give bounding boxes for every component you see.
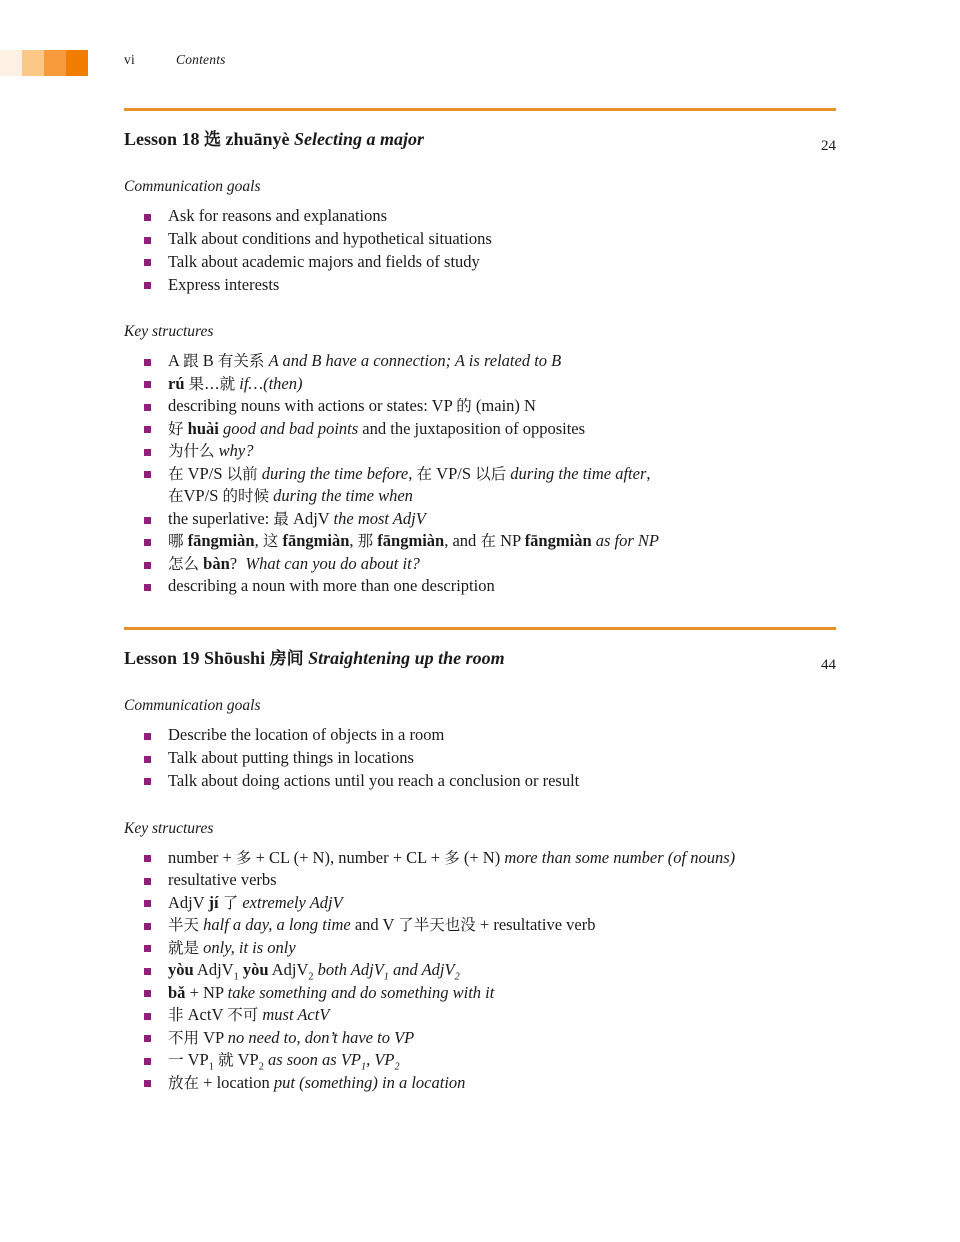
lesson-19-key-structures-label: Key structures <box>124 819 214 837</box>
lesson-18-page-number[interactable]: 24 <box>821 138 836 155</box>
color-swatch-4 <box>66 50 88 76</box>
list-item: rú 果…就 if…(then) <box>124 373 836 396</box>
lesson-19-page-number[interactable]: 44 <box>821 657 836 674</box>
contents-page-body <box>124 108 836 1094</box>
lesson-18-communication-goals-label: Communication goals <box>124 178 261 196</box>
lesson-18-key-structures-list <box>124 350 836 598</box>
list-item: Talk about conditions and hypothetical situations <box>124 228 836 251</box>
list-item: describing nouns with actions or states: VP 的 (main) N <box>124 395 836 418</box>
list-item: 非 ActV 不可 must ActV <box>124 1004 836 1027</box>
list-item: 怎么 bàn? What can you do about it? <box>124 553 836 576</box>
lesson-18-key-structures-label: Key structures <box>124 323 214 341</box>
color-swatch-1 <box>0 50 22 76</box>
section-rule <box>124 627 836 630</box>
list-item: describing a noun with more than one description <box>124 575 836 598</box>
list-item: A 跟 B 有关系 A and B have a connection; A is related to B <box>124 350 836 373</box>
list-item: Ask for reasons and explanations <box>124 205 836 228</box>
lesson-19-key-structures-list <box>124 847 836 1095</box>
list-item: yòu AdjV$_1$ yòu AdjV$_2$ both AdjV$_1$ and AdjV$_2$ <box>124 959 836 982</box>
list-item: the superlative: 最 AdjV the most AdjV <box>124 508 836 531</box>
lesson-19-title[interactable]: Lesson 19 Shōushi 房间 Straightening up the room <box>124 647 505 669</box>
lesson-18-title[interactable]: Lesson 18 选 zhuānyè Selecting a major <box>124 129 425 150</box>
list-item: AdjV jí 了 extremely AdjV <box>124 892 836 915</box>
running-head <box>124 52 226 68</box>
list-item: 好 huài good and bad points and the juxtaposition of opposites <box>124 418 836 441</box>
decorative-color-bar <box>0 50 88 76</box>
list-item: Talk about putting things in locations <box>124 747 836 770</box>
list-item: 在 VP/S 以前 during the time before, 在 VP/S 以后 during the time after, 在VP/S 的时候 during the time when <box>124 463 836 508</box>
list-item: bǎ + NP take something and do something with it <box>124 982 836 1005</box>
list-item: number + 多 + CL (+ N), number + CL + 多 (+ N) more than some number (of nouns) <box>124 847 836 870</box>
list-item: 就是 only, it is only <box>124 937 836 960</box>
list-item: resultative verbs <box>124 869 836 892</box>
color-swatch-2 <box>22 50 44 76</box>
lesson-entry-18 <box>124 108 836 598</box>
color-swatch-3 <box>44 50 66 76</box>
lesson-19-heading <box>124 647 836 674</box>
lesson-entry-19 <box>124 627 836 1094</box>
list-item: 半天 half a day, a long time and V 了半天也没 + resultative verb <box>124 914 836 937</box>
list-item: 不用 VP no need to, don’t have to VP <box>124 1027 836 1050</box>
running-head-title: Contents <box>176 52 226 67</box>
list-item: Express interests <box>124 274 836 297</box>
lesson-18-heading <box>124 128 836 155</box>
folio-number: vi <box>124 52 135 67</box>
section-rule <box>124 108 836 111</box>
list-item: 放在 + location put (something) in a location <box>124 1072 836 1095</box>
list-item: Talk about doing actions until you reach a conclusion or result <box>124 770 836 793</box>
lesson-19-communication-goals-list <box>124 724 836 792</box>
list-item: Talk about academic majors and fields of study <box>124 251 836 274</box>
list-item: 为什么 why? <box>124 440 836 463</box>
lesson-18-communication-goals-list <box>124 205 836 296</box>
list-item: 哪 fāngmiàn, 这 fāngmiàn, 那 fāngmiàn, and 在 NP fāngmiàn as for NP <box>124 530 836 553</box>
list-item: Describe the location of objects in a room <box>124 724 836 747</box>
lesson-19-communication-goals-label: Communication goals <box>124 697 261 715</box>
list-item: 一 $VP_1$ 就 $VP_2$ as soon as $VP_1$, $VP_2$ <box>124 1049 836 1072</box>
